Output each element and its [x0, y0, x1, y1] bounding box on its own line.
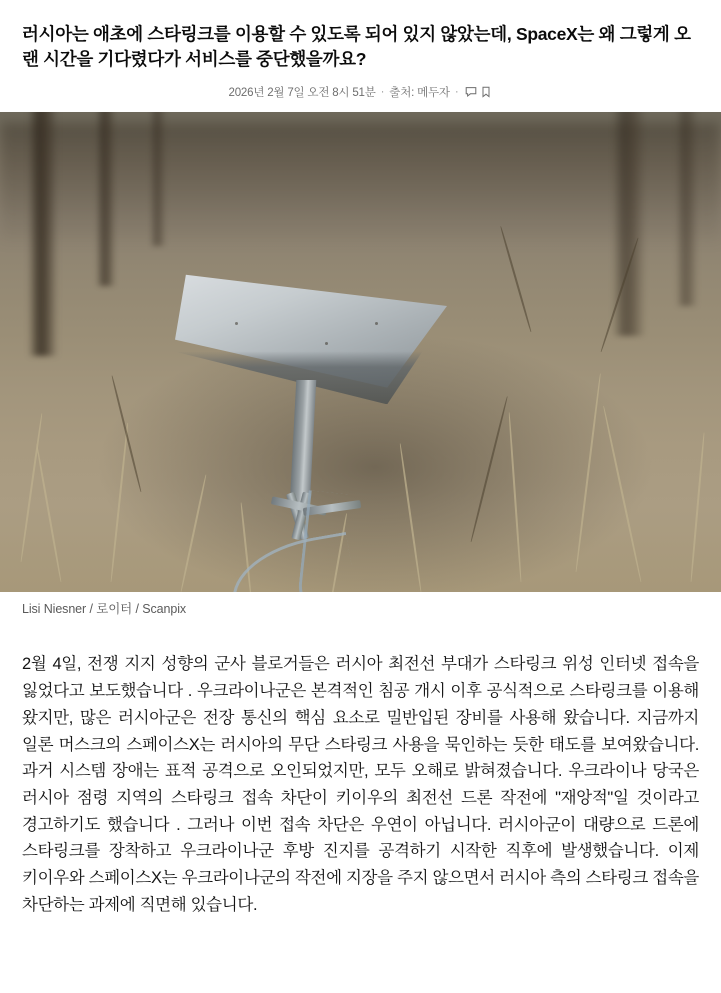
- comment-icon[interactable]: [465, 86, 477, 98]
- bookmark-icon[interactable]: [480, 86, 492, 98]
- article-paragraph: 2월 4일, 전쟁 지지 성향의 군사 블로거들은 러시아 최전선 부대가 스타링크 위성 인터넷 접속을 잃었다고 보도했습니다 . 우크라이나군은 본격적인 침공 개시 이후 공식적으로 스타링크를 이용해 왔지만, 많은 러시아군은 전장 통신의 핵심 요소로 밀반입된 장비를 사용해 왔습니다. 지금까지 일론 머스크의 스페이스X는 러시아의 무단 스타링크 사용을 묵인하는 듯한 태도를 보여왔습니다. 과거 시스템 장애는 표적 공격으로 오인되었지만, 모두 오해로 밝혀졌습니다. 우크라이나 당국은 러시아 점령 지역의 스타링크 접속 차단이 키이우의 최전선 드론 작전에 "재앙적"일 것이라고 경고하기도 했습니다 . 그러나 이번 접속 차단은 우연이 아닙니다. 러시아군이 대량으로 드론에 스타링크를 장착하고 우크라이나군 후방 진지를 공격하기 시작한 직후에 발생했습니다. 이제 키이우와 스페이스X는 우크라이나군의 작전에 지장을 주지 않으면서 러시아 측의 스타링크 접속을 차단하는 과제에 직면해 있습니다.: [22, 655, 699, 914]
- article-body: [0, 633, 721, 918]
- article-figure: [0, 112, 721, 617]
- tree-trunk: [150, 112, 166, 246]
- tree-trunk: [28, 112, 58, 356]
- article-page: [0, 12, 721, 919]
- meta-icon-group: [465, 86, 492, 98]
- article-source: 출처: 메두자: [389, 87, 450, 100]
- publish-timestamp: 2026년 2월 7일 오전 8시 51분: [228, 87, 376, 100]
- tree-trunk: [96, 112, 116, 286]
- article-photo: [0, 112, 721, 592]
- tree-trunk: [676, 112, 698, 306]
- meta-separator: ·: [380, 86, 385, 99]
- article-meta: [0, 84, 721, 100]
- photo-caption: Lisi Niesner / 로이터 / Scanpix: [22, 602, 187, 617]
- page-title: 러시아는 애초에 스타링크를 이용할 수 있도록 되어 있지 않았는데, SpaceX는 왜 그렇게 오랜 시간을 기다렸다가 서비스를 중단했을까요?: [22, 23, 691, 69]
- dish-stem: [290, 380, 317, 505]
- meta-separator-2: ·: [454, 86, 459, 99]
